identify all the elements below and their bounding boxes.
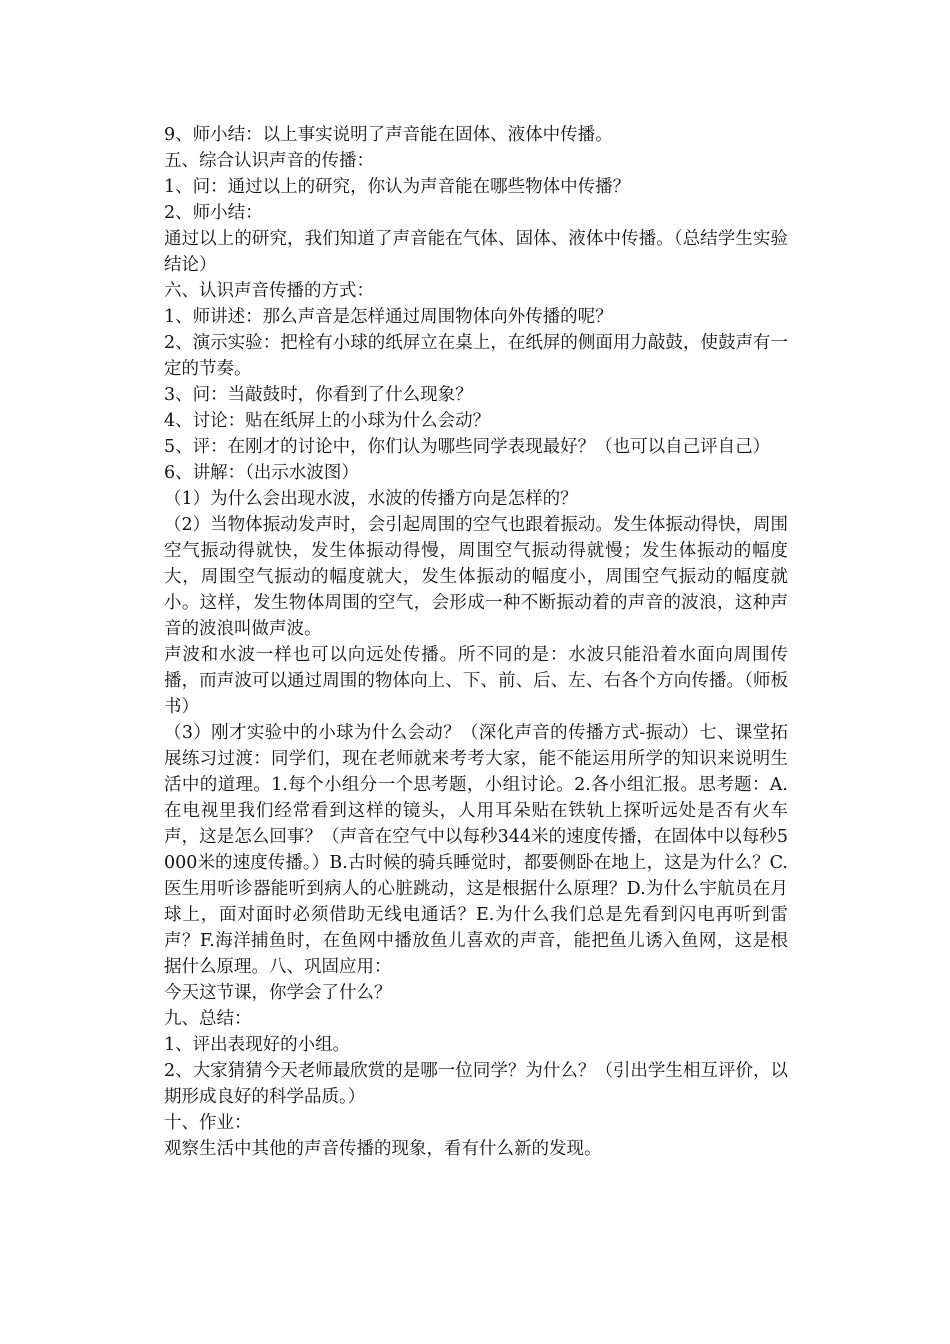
paragraph-explanation-6: 6、讲解：（出示水波图）	[164, 463, 359, 483]
paragraph-item-3-and-section-7: （3）刚才实验中的小球为什么会动？（深化声音的传播方式-振动）七、课堂拓展练习过渡：同学们，现在老师就来考考大家，能不能运用所学的知识来说明生活中的道理。1.每个小组分一个思考题，小组讨论。2.各小组汇报。思考题：A.在电视里我们经常看到这样的镜头，人用耳朵贴在铁轨上探听远处是否有火车声，这是怎么回事？（声音在空气中以每秒344米的速度传播，在固体中以每秒5000米的速度传播。）B.古时候的骑兵睡觉时，都要侧卧在地上，这是为什么？C.医生用听诊器能听到病人的心脏跳动，这是根据什么原理？D.为什么宇航员在月球上，面对面时必须借助无线电通话？E.为什么我们总是先看到闪电再听到雷声？F.海洋捕鱼时，在鱼网中播放鱼儿喜欢的声音，能把鱼儿诱入鱼网，这是根据什么原理。八、巩固应用：	[164, 723, 788, 977]
section-heading-5: 五、综合认识声音的传播：	[164, 151, 374, 171]
paragraph-item-2: （2）当物体振动发声时，会引起周围的空气也跟着振动。发生体振动得快，周围空气振动得就快，发生体振动得慢，周围空气振动得就慢；发生体振动的幅度大，周围空气振动的幅度就大，发生体振动的幅度小，周围空气振动的幅度就小。这样，发生物体周围的空气，会形成一种不断振动着的声音的波浪，这种声音的波浪叫做声波。	[164, 515, 788, 639]
section-heading-6: 六、认识声音传播的方式：	[164, 281, 374, 301]
paragraph-discussion-4: 4、讨论：贴在纸屏上的小球为什么会动？	[164, 411, 491, 431]
paragraph-homework: 观察生活中其他的声音传播的现象，看有什么新的发现。	[164, 1139, 602, 1159]
section-heading-9: 九、总结：	[164, 1009, 252, 1029]
paragraph-demo-2: 2、演示实验：把栓有小球的纸屏立在桌上，在纸屏的侧面用力敲鼓，使鼓声有一定的节奏。	[164, 333, 788, 379]
paragraph-item-1: （1）为什么会出现水波，水波的传播方向是怎样的？	[164, 489, 578, 509]
paragraph-question-3: 3、问：当敲鼓时，你看到了什么现象？	[164, 385, 473, 405]
paragraph-summary-item-2: 2、大家猜猜今天老师最欣赏的是哪一位同学？为什么？（引出学生相互评价，以期形成良好的科学品质。）	[164, 1061, 788, 1107]
paragraph-question-1: 1、问：通过以上的研究，你认为声音能在哪些物体中传播？	[164, 177, 631, 197]
document-body	[164, 122, 788, 1162]
paragraph-summary-item-1: 1、评出表现好的小组。	[164, 1035, 351, 1055]
paragraph-lecture-1: 1、师讲述：那么声音是怎样通过周围物体向外传播的呢？	[164, 307, 613, 327]
paragraph-review-question: 今天这节课，你学会了什么？	[164, 983, 392, 1003]
paragraph-evaluation-5: 5、评：在刚才的讨论中，你们认为哪些同学表现最好？（也可以自己评自己）	[164, 437, 771, 457]
paragraph-summary-2: 2、师小结：	[164, 203, 263, 223]
paragraph-sound-waves: 声波和水波一样也可以向远处传播。所不同的是：水波只能沿着水面向周围传播，而声波可以通过周围的物体向上、下、前、后、左、右各个方向传播。（师板书）	[164, 645, 788, 717]
paragraph-summary-9: 9、师小结：以上事实说明了声音能在固体、液体中传播。	[164, 125, 613, 145]
paragraph-conclusion: 通过以上的研究，我们知道了声音能在气体、固体、液体中传播。（总结学生实验结论）	[164, 229, 788, 275]
section-heading-10: 十、作业：	[164, 1113, 252, 1133]
